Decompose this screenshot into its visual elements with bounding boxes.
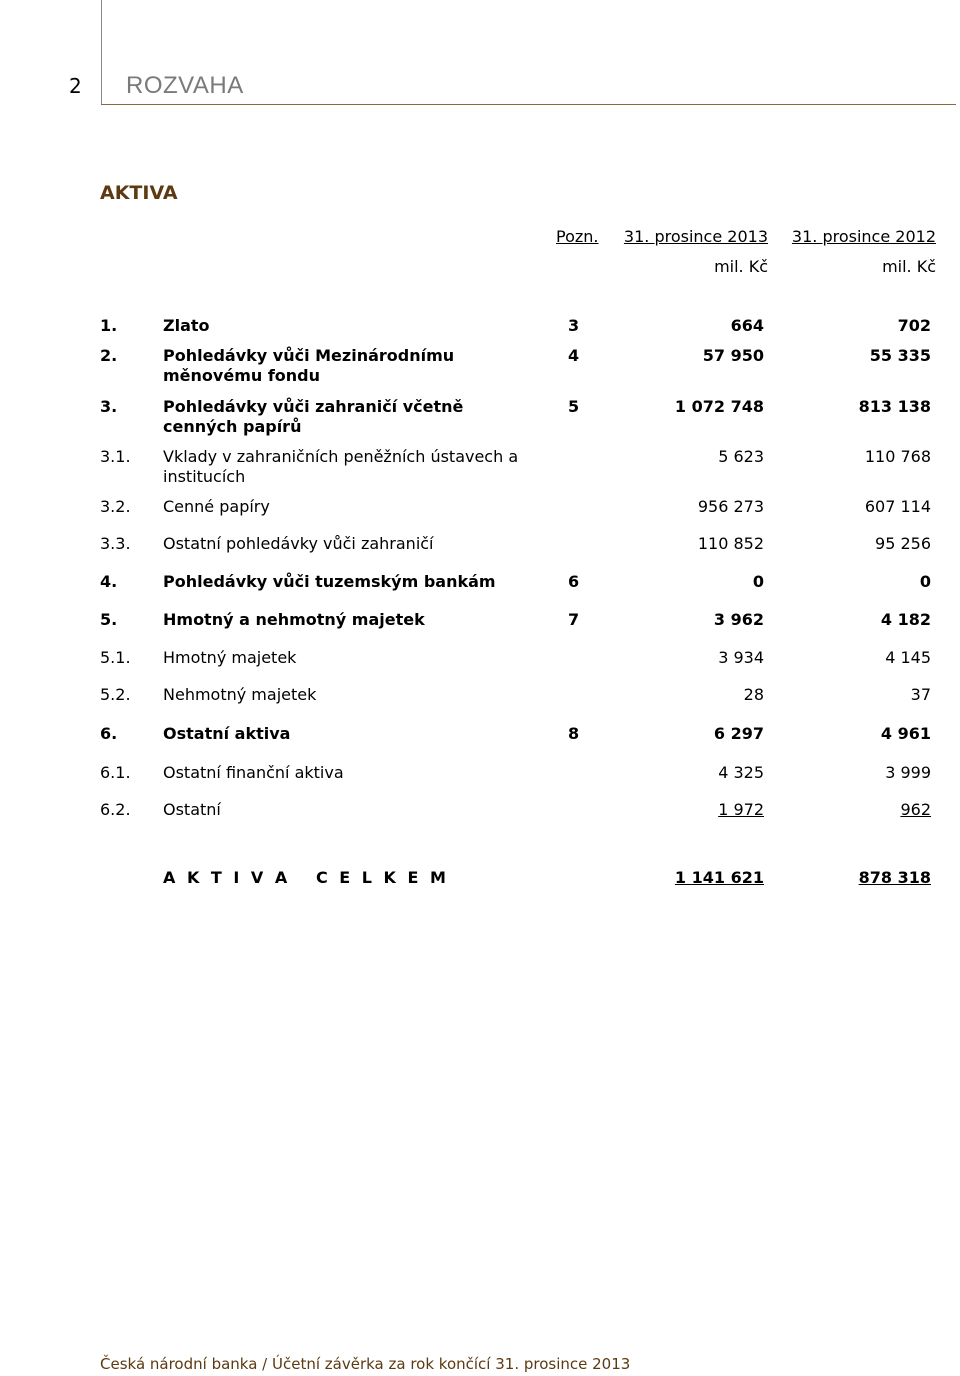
row-value-2013: 110 852	[697, 534, 764, 553]
total-label: A K T I V A C E L K E M	[163, 868, 449, 887]
row-value-2013: 57 950	[702, 346, 764, 365]
row-number: 2.	[100, 346, 118, 365]
row-note: 3	[568, 316, 580, 335]
row-note: 7	[568, 610, 580, 629]
row-note: 5	[568, 397, 580, 416]
column-unit-2012: mil. Kč	[882, 257, 936, 276]
total-value-2013: 1 141 621	[674, 868, 764, 887]
row-label: Ostatní pohledávky vůči zahraničí	[163, 534, 434, 553]
row-note: 4	[568, 346, 580, 365]
row-label: Ostatní	[163, 800, 221, 819]
row-number: 3.3.	[100, 534, 131, 553]
row-value-2012: 0	[919, 572, 931, 591]
section-heading: AKTIVA	[100, 182, 178, 204]
row-number: 3.	[100, 397, 118, 416]
row-number: 6.	[100, 724, 118, 743]
row-label: Pohledávky vůči zahraničí včetně cenných papírů	[163, 397, 464, 436]
row-value-2013: 0	[752, 572, 764, 591]
row-value-2013: 4 325	[718, 763, 764, 782]
column-header-2013: 31. prosince 2013	[623, 227, 768, 246]
row-number: 3.2.	[100, 497, 131, 516]
row-note: 8	[568, 724, 580, 743]
row-value-2013: 6 297	[713, 724, 764, 743]
row-label: Pohledávky vůči Mezinárodnímu měnovému fondu	[163, 346, 455, 385]
row-value-2012: 962	[900, 800, 931, 819]
row-number: 4.	[100, 572, 118, 591]
row-number: 5.2.	[100, 685, 131, 704]
row-value-2012: 702	[897, 316, 931, 335]
row-label: Hmotný majetek	[163, 648, 297, 667]
row-value-2012: 55 335	[869, 346, 931, 365]
column-unit-2013: mil. Kč	[714, 257, 768, 276]
page-title: ROZVAHA	[126, 72, 244, 99]
row-value-2012: 4 961	[880, 724, 931, 743]
row-value-2012: 3 999	[885, 763, 931, 782]
row-value-2012: 4 182	[880, 610, 931, 629]
row-label: Ostatní finanční aktiva	[163, 763, 344, 782]
header-vertical-rule	[101, 0, 102, 104]
header-horizontal-rule	[101, 104, 956, 105]
row-value-2013: 3 934	[718, 648, 764, 667]
page-footer: Česká národní banka / Účetní závěrka za rok končící 31. prosince 2013	[100, 1355, 631, 1373]
row-value-2012: 37	[910, 685, 931, 704]
row-note: 6	[568, 572, 580, 591]
row-value-2013: 3 962	[713, 610, 764, 629]
row-value-2013: 28	[743, 685, 764, 704]
total-value-2012: 878 318	[858, 868, 931, 887]
row-value-2013: 1 972	[718, 800, 764, 819]
row-label: Pohledávky vůči tuzemským bankám	[163, 572, 496, 591]
row-number: 3.1.	[100, 447, 131, 466]
row-value-2013: 664	[730, 316, 764, 335]
row-label: Nehmotný majetek	[163, 685, 317, 704]
row-number: 5.	[100, 610, 118, 629]
column-header-note: Pozn.	[556, 227, 599, 246]
row-value-2012: 607 114	[864, 497, 931, 516]
row-label: Zlato	[163, 316, 210, 335]
row-number: 5.1.	[100, 648, 131, 667]
page-number: 2	[69, 74, 82, 98]
row-number: 6.2.	[100, 800, 131, 819]
column-header-2012: 31. prosince 2012	[791, 227, 936, 246]
row-value-2013: 1 072 748	[674, 397, 764, 416]
row-number: 6.1.	[100, 763, 131, 782]
row-label: Ostatní aktiva	[163, 724, 291, 743]
row-value-2012: 813 138	[858, 397, 931, 416]
row-value-2013: 5 623	[718, 447, 764, 466]
row-label: Hmotný a nehmotný majetek	[163, 610, 425, 629]
row-value-2013: 956 273	[697, 497, 764, 516]
row-value-2012: 110 768	[864, 447, 931, 466]
row-value-2012: 95 256	[875, 534, 931, 553]
row-value-2012: 4 145	[885, 648, 931, 667]
row-label: Vklady v zahraničních peněžních ústavech a institucích	[163, 447, 519, 486]
row-number: 1.	[100, 316, 118, 335]
row-label: Cenné papíry	[163, 497, 270, 516]
